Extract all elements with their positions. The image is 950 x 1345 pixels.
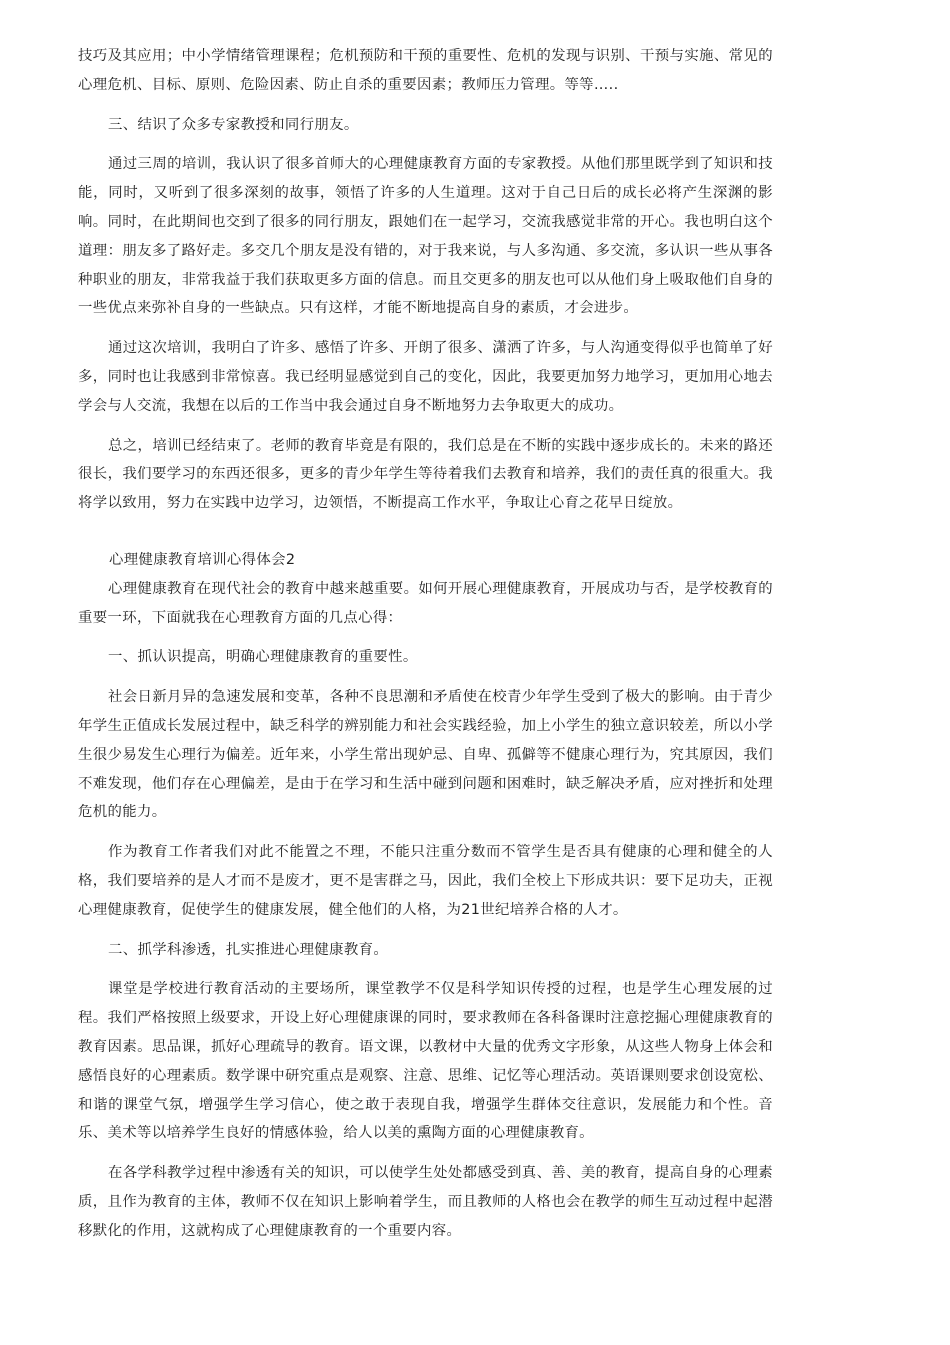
paragraph-intro: 心理健康教育在现代社会的教育中越来越重要。如何开展心理健康教育，开展成功与否，是学校教育的重要一环，下面就我在心理教育方面的几点心得：: [78, 580, 773, 626]
paragraph-training-gains: 通过这次培训，我明白了许多、感悟了许多、开朗了很多、潇洒了许多，与人沟通变得似乎也简单了好多，同时也让我感到非常惊喜。我已经明显感觉到自己的变化，因此，我要更加努力地学习，更加用心地去学会与人交流，我想在以后的工作当中我会通过自身不断地努力去争取更大的成功。: [78, 340, 773, 414]
paragraph-subject-integration: 在各学科教学过程中渗透有关的知识，可以使学生处处都感受到真、善、美的教育，提高自身的心理素质，且作为教育的主体，教师不仅在知识上影响着学生，而且教师的人格也会在教学的师生互动过程中起潜移默化的作用，这就构成了心理健康教育的一个重要内容。: [78, 1165, 773, 1239]
section-heading-three: 三、结识了众多专家教授和同行朋友。: [108, 116, 359, 133]
document-body: [78, 42, 773, 1245]
article-title-2: 心理健康教育培训心得体会2: [109, 551, 296, 568]
section-heading-one: 一、抓认识提高，明确心理健康教育的重要性。: [108, 649, 418, 666]
paragraph-classroom: 课堂是学校进行教育活动的主要场所，课堂教学不仅是科学知识传授的过程，也是学生心理发展的过程。我们严格按照上级要求，开设上好心理健康课的同时，要求教师在各科备课时注意挖掘心理健康教育的教育因素。思品课，抓好心理疏导的教育。语文课，以教材中大量的优秀文字形象，从这些人物身上体会和感悟良好的心理素质。数学课中研究重点是观察、注意、思维、记忆等心理活动。英语课则要求创设宽松、和谐的课堂气氛，增强学生学习信心，使之敢于表现自我，增强学生群体交往意识，发展能力和个性。音乐、美术等以培养学生良好的情感体验，给人以美的熏陶方面的心理健康教育。: [78, 981, 773, 1142]
paragraph-social-change: 社会日新月异的急速发展和变革，各种不良思潮和矛盾使在校青少年学生受到了极大的影响。由于青少年学生正值成长发展过程中，缺乏科学的辨别能力和社会实践经验，加上小学生的独立意识较差，所以小学生很少易发生心理行为偏差。近年来，小学生常出现妒忌、自卑、孤僻等不健康心理行为，究其原因，我们不难发现，他们存在心理偏差，是由于在学习和生活中碰到问题和困难时，缺乏解决矛盾，应对挫折和处理危机的能力。: [78, 689, 773, 821]
paragraph-conclusion: 总之，培训已经结束了。老师的教育毕竟是有限的，我们总是在不断的实践中逐步成长的。未来的路还很长，我们要学习的东西还很多，更多的青少年学生等待着我们去教育和培养，我们的责任真的很重大。我将学以致用，努力在实践中边学习，边领悟，不断提高工作水平，争取让心育之花早日绽放。: [78, 437, 773, 512]
section-heading-two: 二、抓学科渗透，扎实推进心理健康教育。: [108, 941, 389, 958]
paragraph-experts-friends: 通过三周的培训，我认识了很多首师大的心理健康教育方面的专家教授。从他们那里既学到了知识和技能，同时，又听到了很多深刻的故事，领悟了许多的人生道理。这对于自己日后的成长必将产生深渊的影响。同时，在此期间也交到了很多的同行朋友，跟她们在一起学习，交流我感觉非常的开心。我也明白这个道理：朋友多了路好走。多交几个朋友是没有错的，对于我来说，与人多沟通、多交流，多认识一些从事各种职业的朋友，非常我益于我们获取更多方面的信息。而且交更多的朋友也可以从他们身上吸取他们自身的一些优点来弥补自身的一些缺点。只有这样，才能不断地提高自身的素质，才会进步。: [78, 156, 773, 317]
paragraph-continued-list: 技巧及其应用；中小学情绪管理课程；危机预防和干预的重要性、危机的发现与识别、干预与实施、常见的心理危机、目标、原则、危险因素、防止自杀的重要因素；教师压力管理。等等…..: [78, 48, 773, 93]
paragraph-educator-duty: 作为教育工作者我们对此不能置之不理，不能只注重分数而不管学生是否具有健康的心理和健全的人格，我们要培养的是人才而不是废才，更不是害群之马，因此，我们全校上下形成共识：要下足功夫，正视心理健康教育，促使学生的健康发展，健全他们的人格，为21世纪培养合格的人才。: [78, 844, 773, 918]
